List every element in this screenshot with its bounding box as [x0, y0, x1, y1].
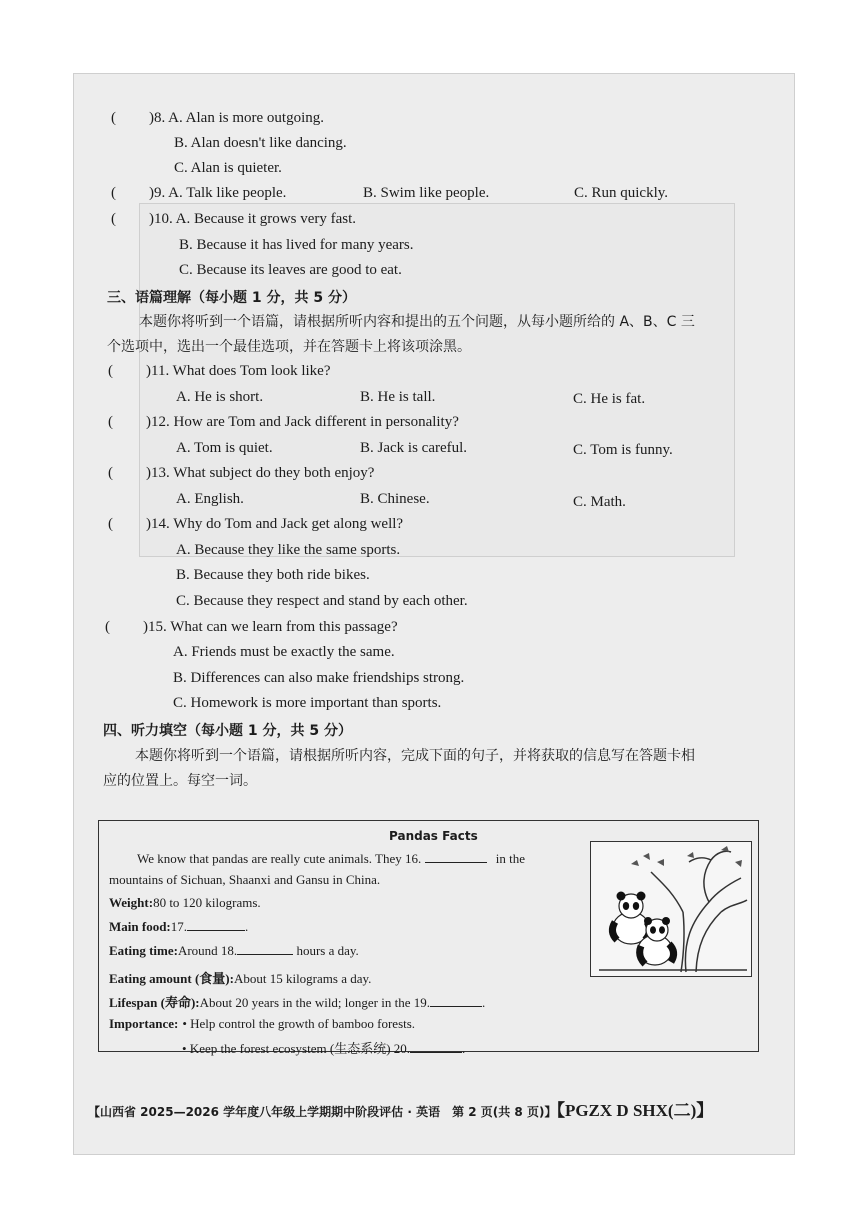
q11-question: )11. What does Tom look like? — [146, 363, 331, 379]
blank-19[interactable] — [430, 1006, 482, 1007]
q10-option-c: C. Because its leaves are good to eat. — [179, 262, 402, 278]
weight-row — [109, 895, 261, 911]
q10-option-b: B. Because it has lived for many years. — [179, 237, 414, 253]
q12-option-b: B. Jack is careful. — [360, 440, 468, 456]
footer-text: 【山西省 2025—2026 学年度八年级上学期期中阶段评估 · 英语 第 2 页(共 8 页)】 — [88, 1105, 557, 1119]
q12-question: )12. How are Tom and Jack different in personality? — [146, 414, 459, 430]
food-label: Main food: — [109, 919, 171, 934]
q14-question: )14. Why do Tom and Jack get along well? — [146, 516, 404, 532]
food-row — [109, 919, 248, 935]
section4-instr-line2: 应的位置上。每空一词。 — [103, 773, 257, 789]
q13-paren: ( — [108, 465, 113, 481]
importance-row1 — [109, 1016, 415, 1032]
time-end: hours a day. — [296, 943, 359, 958]
q9-option-c: C. Run quickly. — [574, 185, 669, 201]
section3-instructions — [107, 310, 767, 360]
food-period: . — [245, 919, 249, 934]
q11-option-a: A. He is short. — [176, 389, 264, 405]
lifespan-row — [109, 992, 485, 1011]
importance-label: Importance: — [109, 1016, 179, 1031]
pandas-illustration — [590, 841, 752, 977]
blank-17[interactable] — [187, 930, 245, 931]
q10-paren: ( — [111, 211, 116, 227]
lifespan-period: . — [482, 995, 486, 1010]
section3-heading: 三、语篇理解（每小题 1 分，共 5 分） — [107, 290, 356, 306]
q10-option-a: )10. A. Because it grows very fast. — [149, 211, 357, 227]
q14-paren: ( — [108, 516, 113, 532]
time-row — [109, 943, 359, 959]
importance-item1: • Help control the growth of bamboo forests. — [182, 1016, 416, 1031]
q9-paren: ( — [111, 185, 116, 201]
q8-paren: ( — [111, 110, 116, 126]
q14-option-c: C. Because they respect and stand by each other. — [176, 593, 468, 609]
q15-paren: ( — [105, 619, 110, 635]
pandas-intro-text: We know that pandas are really cute animals. They 16. — [137, 851, 422, 866]
page-footer — [88, 1096, 713, 1121]
lifespan-value: About 20 years in the wild; longer in the 19. — [199, 995, 430, 1010]
pandas-intro-end: in the — [495, 851, 526, 866]
time-value: Around 18. — [177, 943, 238, 958]
importance-row2 — [182, 1038, 465, 1057]
pandas-drawing — [591, 842, 751, 976]
time-label: Eating time: — [109, 943, 178, 958]
q15-option-c: C. Homework is more important than sports. — [173, 695, 442, 711]
q8-option-a: )8. A. Alan is more outgoing. — [149, 110, 324, 126]
amount-value: About 15 kilograms a day. — [233, 971, 372, 986]
q14-option-a: A. Because they like the same sports. — [176, 542, 401, 558]
q13-option-a: A. English. — [176, 491, 244, 507]
pandas-intro-line1 — [137, 851, 525, 867]
q8-option-b: B. Alan doesn't like dancing. — [174, 135, 347, 151]
amount-label: Eating amount (食量): — [109, 971, 234, 986]
q13-option-c: C. Math. — [573, 494, 626, 510]
exam-page — [73, 73, 795, 1155]
q15-option-b: B. Differences can also make friendships strong. — [173, 670, 465, 686]
q12-paren: ( — [108, 414, 113, 430]
q14-option-b: B. Because they both ride bikes. — [176, 567, 370, 583]
importance-item2: • Keep the forest ecosystem (生态系统) 20. — [182, 1041, 411, 1056]
amount-row — [109, 968, 371, 987]
q11-option-b: B. He is tall. — [360, 389, 436, 405]
section4-heading: 四、听力填空（每小题 1 分，共 5 分） — [103, 723, 352, 739]
q11-option-c: C. He is fat. — [573, 391, 646, 407]
section3-instr-line2: 个选项中，选出一个最佳选项，并在答题卡上将该项涂黑。 — [107, 339, 471, 355]
blank-20[interactable] — [410, 1052, 462, 1053]
q15-option-a: A. Friends must be exactly the same. — [173, 644, 395, 660]
lifespan-label: Lifespan (寿命): — [109, 995, 200, 1010]
q9-option-a: )9. A. Talk like people. — [149, 185, 287, 201]
pandas-intro-line2: mountains of Sichuan, Shaanxi and Gansu in China. — [109, 872, 381, 887]
blank-16[interactable] — [425, 862, 487, 863]
pandas-facts-box — [98, 820, 759, 1056]
q8-option-c: C. Alan is quieter. — [174, 160, 282, 176]
blank-18[interactable] — [237, 954, 293, 955]
section4-instructions — [103, 744, 768, 794]
q13-question: )13. What subject do they both enjoy? — [146, 465, 375, 481]
q12-option-c: C. Tom is funny. — [573, 442, 673, 458]
section3-instr-line1: 本题你将听到一个语篇，请根据所听内容和提出的五个问题，从每小题所给的 A、B、C 三 — [139, 314, 695, 330]
section4-instr-line1: 本题你将听到一个语篇，请根据所听内容，完成下面的句子，并将获取的信息写在答题卡相 — [135, 748, 695, 764]
q9-option-b: B. Swim like people. — [363, 185, 490, 201]
weight-value: 80 to 120 kilograms. — [153, 895, 261, 910]
q11-paren: ( — [108, 363, 113, 379]
q15-question: )15. What can we learn from this passage? — [143, 619, 398, 635]
food-value: 17. — [170, 919, 187, 934]
q12-option-a: A. Tom is quiet. — [176, 440, 273, 456]
pandas-title: Pandas Facts — [389, 829, 478, 843]
importance-period: . — [462, 1041, 466, 1056]
q13-option-b: B. Chinese. — [360, 491, 430, 507]
weight-label: Weight: — [109, 895, 154, 910]
footer-code: 【PGZX D SHX(二)】 — [556, 1101, 714, 1120]
